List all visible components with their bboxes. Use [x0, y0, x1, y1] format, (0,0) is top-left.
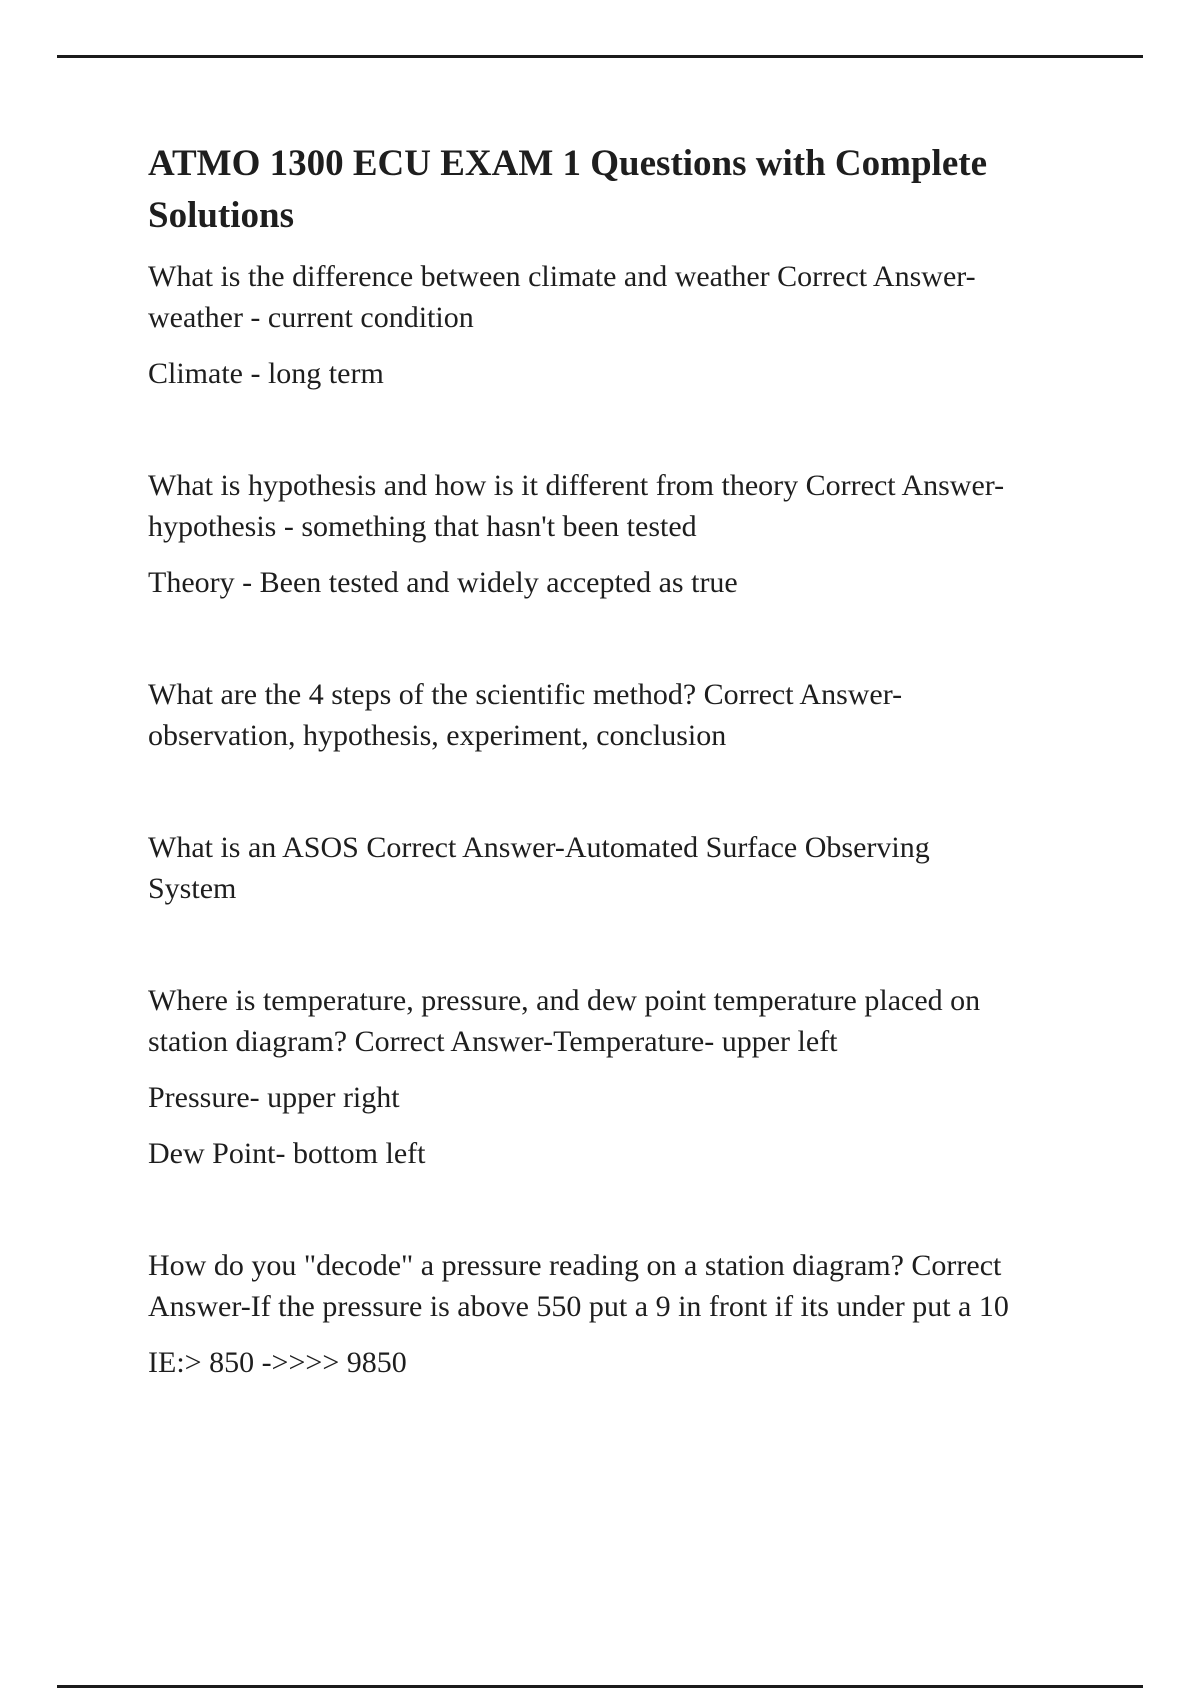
paragraph-line: hypothesis - something that hasn't been tested: [148, 510, 697, 543]
paragraph-line: What is the difference between climate and weather Correct Answer-: [148, 260, 976, 293]
paragraph-line: station diagram? Correct Answer-Temperature- upper left: [148, 1025, 838, 1058]
paragraph-line: Dew Point- bottom left: [148, 1137, 426, 1170]
document-content: [148, 138, 1158, 1398]
document-title-line: ATMO 1300 ECU EXAM 1 Questions with Complete: [148, 143, 987, 184]
document-body: [148, 256, 1158, 1383]
paragraph-line: Theory - Been tested and widely accepted as true: [148, 566, 738, 599]
blank-line: [148, 618, 1158, 659]
paragraph: [148, 1342, 1158, 1383]
blank-line: [148, 924, 1158, 965]
paragraph-line: weather - current condition: [148, 301, 474, 334]
paragraph: [148, 1077, 1158, 1118]
paragraph-line: What is an ASOS Correct Answer-Automated Surface Observing: [148, 831, 930, 864]
paragraph-line: Where is temperature, pressure, and dew point temperature placed on: [148, 984, 981, 1017]
paragraph: [148, 353, 1158, 394]
paragraph: [148, 1133, 1158, 1174]
paragraph-line: System: [148, 872, 237, 905]
paragraph: [148, 827, 1158, 909]
paragraph-line: Pressure- upper right: [148, 1081, 400, 1114]
paragraph: [148, 256, 1158, 338]
paragraph: [148, 674, 1158, 756]
paragraph-line: IE:> 850 ->>>> 9850: [148, 1346, 407, 1379]
header-rule: [57, 55, 1143, 58]
paragraph-line: Climate - long term: [148, 357, 384, 390]
paragraph: [148, 980, 1158, 1062]
paragraph: [148, 1245, 1158, 1327]
paragraph-line: Answer-If the pressure is above 550 put a 9 in front if its under put a 10: [148, 1290, 1009, 1323]
paragraph-line: What is hypothesis and how is it different from theory Correct Answer-: [148, 469, 1005, 502]
paragraph-line: What are the 4 steps of the scientific method? Correct Answer-: [148, 678, 903, 711]
paragraph: [148, 562, 1158, 603]
paragraph-line: observation, hypothesis, experiment, conclusion: [148, 719, 727, 752]
paragraph: [148, 465, 1158, 547]
document-title-line: Solutions: [148, 195, 295, 236]
paragraph-line: How do you "decode" a pressure reading on a station diagram? Correct: [148, 1249, 1002, 1282]
footer-rule: [57, 1685, 1143, 1688]
blank-line: [148, 771, 1158, 812]
document-title: [148, 138, 1158, 242]
blank-line: [148, 1189, 1158, 1230]
blank-line: [148, 409, 1158, 450]
